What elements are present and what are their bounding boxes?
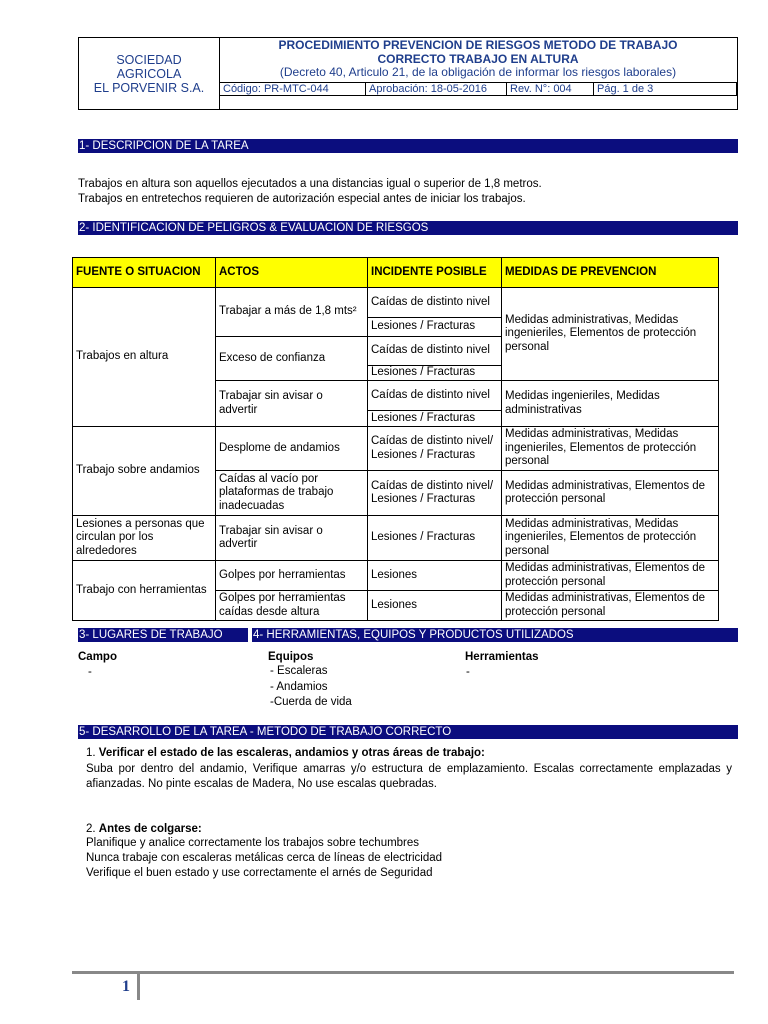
company-name: SOCIEDAD AGRICOLA EL PORVENIR S.A.: [79, 38, 220, 109]
section-1-text-1: Trabajos en altura son aquellos ejecutados a una distancias igual o superior de 1,8 metros.: [78, 178, 542, 190]
cell-fuente: Trabajos en altura: [73, 288, 216, 427]
table-row: [73, 516, 719, 561]
section-2-title: 2- IDENTIFICACION DE PELIGROS & EVALUACION DE RIESGOS: [78, 221, 738, 235]
cell-incidente: Lesiones / Fracturas: [368, 366, 502, 381]
equipos-item: -Cuerda de vida: [270, 696, 352, 708]
approval-date: Aprobación: 18-05-2016: [365, 82, 506, 96]
cell-acto: Trabajar a más de 1,8 mts²: [216, 288, 368, 337]
cell-medida: Medidas administrativas, Elementos de protección personal: [502, 561, 719, 591]
title-line-2: CORRECTO TRABAJO EN ALTURA: [377, 51, 579, 66]
equipos-heading: Equipos: [268, 651, 314, 663]
step-2-line: Planifique y analice correctamente los trabajos sobre techumbres: [86, 837, 420, 849]
document-code: Código: PR-MTC-044: [219, 82, 365, 96]
herramientas-heading: Herramientas: [465, 651, 539, 663]
cell-incidente: Lesiones: [368, 591, 502, 621]
header-medidas: MEDIDAS DE PREVENCION: [502, 258, 719, 288]
cell-incidente: Caídas de distinto nivel: [368, 337, 502, 366]
cell-acto: Desplome de andamios: [216, 427, 368, 471]
cell-medida: Medidas administrativas, Medidas ingenieriles, Elementos de protección personal: [502, 427, 719, 471]
cell-fuente: Lesiones a personas que circulan por los alrededores: [73, 516, 216, 561]
document-title: [219, 38, 737, 82]
table-row: [73, 427, 719, 471]
cell-acto: Caídas al vacío por plataformas de trabajo inadecuadas: [216, 471, 368, 516]
header-incidente: INCIDENTE POSIBLE: [368, 258, 502, 288]
campo-heading: Campo: [78, 651, 117, 663]
cell-acto: Trabajar sin avisar o advertir: [216, 516, 368, 561]
header-actos: ACTOS: [216, 258, 368, 288]
section-5-title: 5- DESARROLLO DE LA TAREA - METODO DE TRABAJO CORRECTO: [78, 725, 738, 739]
cell-incidente: Caídas de distinto nivel: [368, 288, 502, 318]
table-header-row: [73, 258, 719, 288]
cell-fuente: Trabajo sobre andamios: [73, 427, 216, 516]
cell-acto: Golpes por herramientas caídas desde altura: [216, 591, 368, 621]
step-2-line: Verifique el buen estado y use correctamente el arnés de Seguridad: [86, 867, 433, 879]
cell-incidente: Lesiones / Fracturas: [368, 318, 502, 337]
cell-incidente: Caídas de distinto nivel: [368, 381, 502, 411]
herramientas-item: -: [466, 666, 470, 678]
equipos-item: - Escaleras: [270, 665, 328, 677]
cell-medida: Medidas administrativas, Elementos de protección personal: [502, 471, 719, 516]
section-4-title: 4- HERRAMIENTAS, EQUIPOS Y PRODUCTOS UTILIZADOS: [252, 628, 738, 642]
section-3-title: 3- LUGARES DE TRABAJO: [78, 628, 248, 642]
step-2-line: Nunca trabaje con escaleras metálicas cerca de líneas de electricidad: [86, 852, 443, 864]
cell-medida: Medidas ingenieriles, Medidas administrativas: [502, 381, 719, 427]
section-1-text-2: Trabajos en entretechos requieren de autorización especial antes de iniciar los trabajos.: [78, 193, 526, 205]
footer-divider: [72, 971, 734, 974]
equipos-item: - Andamios: [270, 681, 328, 693]
cell-acto: Exceso de confianza: [216, 337, 368, 381]
cell-incidente: Caídas de distinto nivel/ Lesiones / Fracturas: [368, 427, 502, 471]
campo-item: -: [88, 666, 92, 678]
page-number-divider: [137, 972, 140, 1000]
cell-acto: Golpes por herramientas: [216, 561, 368, 591]
title-line-1: PROCEDIMIENTO PREVENCION DE RIESGOS METODO DE TRABAJO: [278, 38, 678, 52]
step-1-text: Suba por dentro del andamio, Verifique amarras y/o estructura de emplazamiento. Escalas correctamente emplazadas y afianzadas. No pinte escalas de Madera, No use escalas quebradas.: [86, 763, 732, 790]
cell-incidente: Caídas de distinto nivel/ Lesiones / Fracturas: [368, 471, 502, 516]
table-row: [73, 561, 719, 591]
cell-medida: Medidas administrativas, Medidas ingenieriles, Elementos de protección personal: [502, 516, 719, 561]
step-2-heading: 2. Antes de colgarse:: [86, 823, 202, 835]
title-line-3: (Decreto 40, Articulo 21, de la obligación de informar los riesgos laborales): [279, 65, 677, 79]
risk-table: [72, 257, 719, 621]
page-number: 1: [122, 978, 130, 995]
cell-medida: Medidas administrativas, Medidas ingenieriles, Elementos de protección personal: [502, 288, 719, 381]
cell-medida: Medidas administrativas, Elementos de protección personal: [502, 591, 719, 621]
cell-incidente: Lesiones / Fracturas: [368, 516, 502, 561]
table-row: [73, 288, 719, 318]
cell-acto: Trabajar sin avisar o advertir: [216, 381, 368, 427]
document-header: [78, 37, 738, 110]
cell-fuente: Trabajo con herramientas: [73, 561, 216, 621]
step-1-heading: 1. Verificar el estado de las escaleras, andamios y otras áreas de trabajo:: [86, 747, 485, 759]
page-indicator: Pág. 1 de 3: [593, 82, 737, 96]
section-1-title: 1- DESCRIPCION DE LA TAREA: [78, 139, 738, 153]
document-meta: [219, 82, 737, 96]
cell-incidente: Lesiones / Fracturas: [368, 411, 502, 427]
header-fuente: FUENTE O SITUACION: [73, 258, 216, 288]
cell-incidente: Lesiones: [368, 561, 502, 591]
revision-number: Rev. N°: 004: [506, 82, 593, 96]
